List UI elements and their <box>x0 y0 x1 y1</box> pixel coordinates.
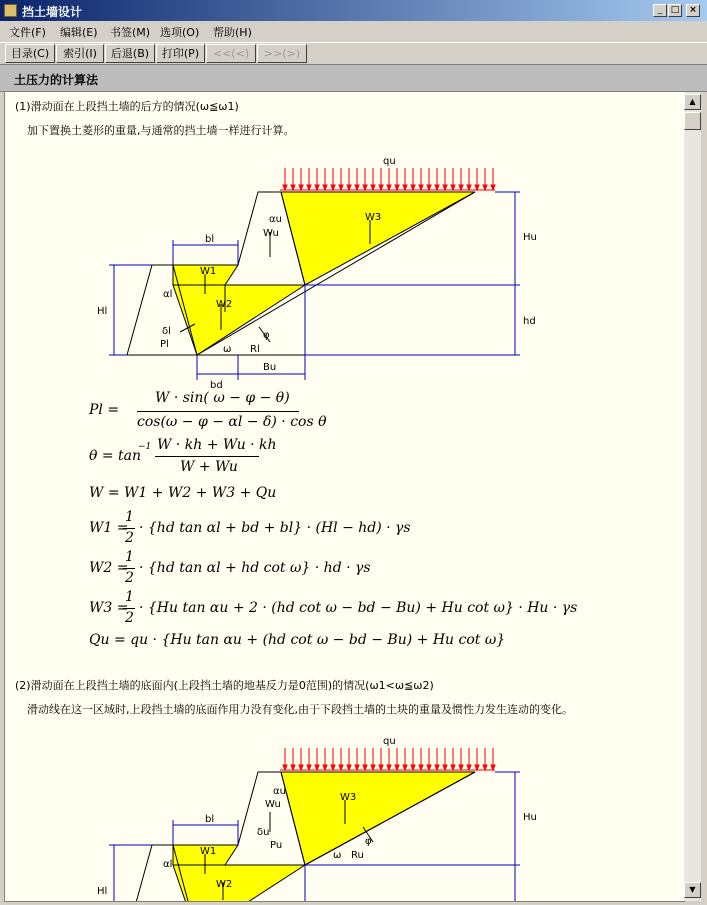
print-button[interactable]: 打印(P) <box>156 44 205 63</box>
load-arrow-head <box>307 765 311 770</box>
label-w2: W2 <box>216 299 233 310</box>
label-hl: Hl <box>97 306 108 317</box>
load-arrow-head <box>475 185 479 190</box>
wedge-w2 <box>173 285 305 355</box>
contents-button[interactable]: 目录(C) <box>5 44 55 63</box>
label-bl: bl <box>205 234 215 245</box>
label-alpha-u-2: αu <box>273 786 286 797</box>
eq-w2-rhs: · {hd tan αl + hd cot ω} · hd · γs <box>139 560 371 576</box>
load-arrow-head <box>283 765 287 770</box>
label-pl: Pl <box>160 339 169 350</box>
frac-line-pl <box>137 411 299 412</box>
section2-text: 滑动线在这一区域时,上段挡土墙的底面作用力没有变化,由于下段挡土墙的土块的重量及惯性力发生连动的变化。 <box>27 703 573 716</box>
load-arrow-head <box>371 765 375 770</box>
load-arrow-head <box>315 185 319 190</box>
load-arrow-head <box>291 765 295 770</box>
load-arrow-head <box>403 185 407 190</box>
label-alpha-u: αu <box>269 214 282 225</box>
menu-options[interactable]: 选项(O) <box>160 26 200 39</box>
load-arrow-head <box>339 765 343 770</box>
load-arrow-head <box>411 185 415 190</box>
load-arrow-head <box>331 765 335 770</box>
menu-file[interactable]: 文件(F) <box>9 26 46 39</box>
load-arrow-head <box>459 185 463 190</box>
label-qu: qu <box>383 156 396 167</box>
menu-bookmark[interactable]: 书签(M) <box>110 26 151 39</box>
load-arrow-head <box>395 765 399 770</box>
diagram-2 <box>5 732 685 902</box>
prev-button[interactable]: <<(<) <box>206 44 256 63</box>
frac-line-w3 <box>123 608 135 609</box>
load-arrow-head <box>363 185 367 190</box>
label-bu: Bu <box>263 362 277 373</box>
load-arrow-head <box>411 765 415 770</box>
eq-w: W = W1 + W2 + W3 + Qu <box>89 485 277 501</box>
eq-w3-lhs: W3 = <box>89 600 129 616</box>
content-area <box>4 92 685 902</box>
load-arrow-head <box>467 185 471 190</box>
load-arrow-head <box>427 765 431 770</box>
label-delta-l: δl <box>162 326 171 337</box>
close-button[interactable]: × <box>686 4 700 17</box>
menu-bar <box>0 21 707 41</box>
next-button[interactable]: >>(>) <box>257 44 307 63</box>
load-arrow-head <box>339 185 343 190</box>
load-arrow-head <box>403 765 407 770</box>
load-arrow-head <box>299 185 303 190</box>
label-omega: ω <box>223 344 232 355</box>
label-w3-2: W3 <box>340 792 357 803</box>
label-ru-2: Ru <box>351 850 364 861</box>
label-wu: Wu <box>263 228 279 239</box>
page-header <box>0 64 707 92</box>
load-arrow-head <box>379 185 383 190</box>
load-arrow-head <box>419 185 423 190</box>
load-arrow-head <box>291 185 295 190</box>
load-arrow-head <box>355 765 359 770</box>
label-bl-2: bl <box>205 814 215 825</box>
load-arrow-head <box>379 765 383 770</box>
load-arrow-head <box>443 765 447 770</box>
eq-theta-num: W · kh + Wu · kh <box>157 437 277 453</box>
eq-w1-half-num: 1 <box>125 509 134 525</box>
eq-w1-rhs: · {hd tan αl + bd + bl} · (Hl − hd) · γs <box>139 520 411 536</box>
label-qu-2: qu <box>383 736 396 747</box>
label-hd: hd <box>523 316 536 327</box>
vertical-scrollbar[interactable] <box>684 92 701 901</box>
load-arrow-head <box>371 185 375 190</box>
label-hu-2: Hu <box>523 812 537 823</box>
load-arrow-head <box>435 765 439 770</box>
eq-theta-lhs: θ = tan <box>89 448 142 464</box>
eq-pl-num: W · sin( ω − φ − θ) <box>155 390 290 406</box>
minimize-button[interactable]: _ <box>653 4 667 17</box>
eq-w2-half-den: 2 <box>125 570 134 586</box>
load-arrow-head <box>331 185 335 190</box>
label-delta-u-2: δu <box>257 827 270 838</box>
load-arrow-head <box>475 765 479 770</box>
menu-help[interactable]: 帮助(H) <box>213 26 252 39</box>
menu-edit[interactable]: 编辑(E) <box>60 26 98 39</box>
label-w2-2: W2 <box>216 879 233 890</box>
back-button[interactable]: 后退(B) <box>105 44 155 63</box>
load-arrow-head <box>323 185 327 190</box>
frac-line-theta <box>155 456 259 457</box>
toolbar <box>0 42 707 64</box>
load-arrow-head <box>483 765 487 770</box>
load-arrow-head <box>323 765 327 770</box>
load-arrow-head <box>483 185 487 190</box>
scroll-thumb[interactable] <box>684 112 701 130</box>
wedge-w2-2 <box>173 865 305 902</box>
load-arrow-head <box>363 765 367 770</box>
label-alpha-l-2: αl <box>163 859 173 870</box>
eq-w3-rhs: · {Hu tan αu + 2 · (hd cot ω − bd − Bu) + Hu cot ω} · Hu · γs <box>139 600 578 616</box>
section1-heading: (1)滑动面在上段挡土墙的后方的情况(ω≦ω1) <box>15 100 239 113</box>
load-arrow-head <box>491 185 495 190</box>
label-wu-2: Wu <box>265 799 281 810</box>
label-w1: W1 <box>200 266 217 277</box>
eq-w3-half-num: 1 <box>125 589 134 605</box>
diagram-1 <box>5 152 685 392</box>
load-arrow-head <box>467 765 471 770</box>
eq-w1-lhs: W1 = <box>89 520 129 536</box>
label-hl-2: Hl <box>97 886 108 897</box>
title-bar <box>0 0 707 21</box>
frac-line-w2 <box>123 568 135 569</box>
eq-qu: Qu = qu · {Hu tan αu + (hd cot ω − bd − Bu) + Hu cot ω} <box>89 632 506 648</box>
load-arrow-head <box>299 765 303 770</box>
load-arrow-head <box>459 765 463 770</box>
label-rl: Rl <box>250 344 260 355</box>
app-icon <box>4 4 17 17</box>
load-arrow-head <box>307 185 311 190</box>
load-arrow-head <box>387 765 391 770</box>
label-w1-2: W1 <box>200 846 217 857</box>
section2-heading: (2)滑动面在上段挡土墙的底面内(上段挡土墙的地基反力是0范围)的情况(ω1<ω≦ω2) <box>15 679 434 692</box>
load-arrow-head <box>347 185 351 190</box>
scroll-down-button[interactable]: ▼ <box>684 882 701 898</box>
eq-w2-half-num: 1 <box>125 549 134 565</box>
load-arrow-head <box>427 185 431 190</box>
label-omega-2: ω <box>333 850 342 861</box>
frac-line-w1 <box>123 528 135 529</box>
load-arrow-head <box>315 765 319 770</box>
load-arrow-head <box>283 185 287 190</box>
eq-theta-exp: −1 <box>138 442 152 452</box>
eq-theta-den: W + Wu <box>180 459 238 475</box>
page-title: 土压力的计算法 <box>14 73 99 87</box>
wedge-w3 <box>281 192 475 285</box>
eq-w3-half-den: 2 <box>125 610 134 626</box>
scroll-up-button[interactable]: ▲ <box>684 94 701 110</box>
label-phi-2: φ <box>365 836 372 847</box>
load-arrow-head <box>435 185 439 190</box>
maximize-button[interactable]: □ <box>668 4 682 17</box>
load-arrow-head <box>491 765 495 770</box>
wedge-w3-2 <box>281 772 475 865</box>
label-phi: φ <box>263 330 270 341</box>
load-arrow-head <box>451 765 455 770</box>
window-title: 挡土墙设计 <box>22 5 83 19</box>
label-w3: W3 <box>365 212 382 223</box>
label-pu-2: Pu <box>270 840 283 851</box>
eq-w1-half-den: 2 <box>125 530 134 546</box>
load-arrow-head <box>355 185 359 190</box>
load-arrows-2 <box>283 748 495 770</box>
load-arrow-head <box>419 765 423 770</box>
load-arrow-head <box>347 765 351 770</box>
load-arrow-head <box>451 185 455 190</box>
eq-pl-lhs: Pl = <box>89 402 120 418</box>
label-hu: Hu <box>523 232 537 243</box>
eq-pl-den: cos(ω − φ − αl − δ) · cos θ <box>137 414 327 430</box>
label-bd: bd <box>210 380 223 391</box>
load-arrow-head <box>443 185 447 190</box>
label-alpha-l: αl <box>163 289 173 300</box>
eq-w2-lhs: W2 = <box>89 560 129 576</box>
load-arrows <box>283 168 495 190</box>
load-arrow-head <box>387 185 391 190</box>
index-button[interactable]: 索引(I) <box>56 44 104 63</box>
section1-text: 加下置换土菱形的重量,与通常的挡土墙一样进行计算。 <box>27 124 295 137</box>
load-arrow-head <box>395 185 399 190</box>
